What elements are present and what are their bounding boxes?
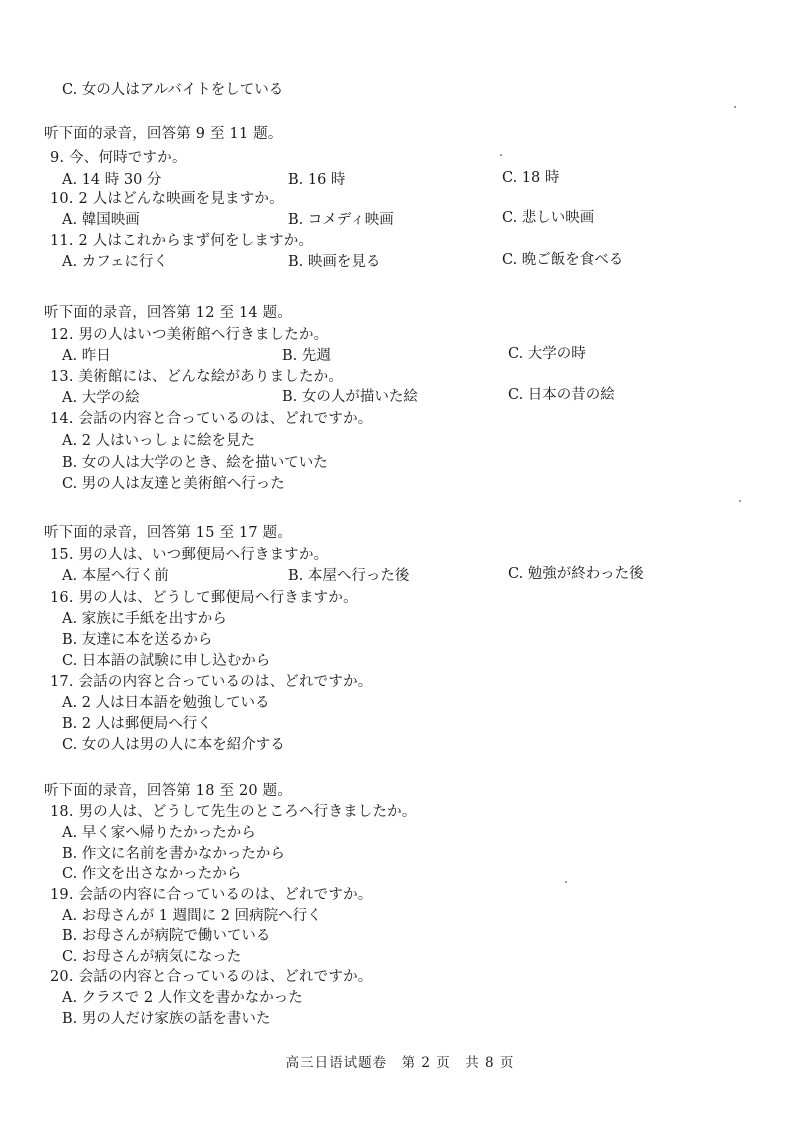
question-17: 17. 会話の内容と合っているのは、どれですか。: [50, 674, 373, 690]
question-18-option-c: C. 作文を出さなかったから: [62, 866, 242, 882]
question-11-option-b: B. 映画を見る: [288, 254, 381, 270]
question-19-option-a: A. お母さんが 1 週間に 2 回病院へ行く: [62, 908, 322, 924]
question-18-option-b: B. 作文に名前を書かなかったから: [62, 846, 285, 862]
question-19-option-c: C. お母さんが病気になった: [62, 949, 242, 965]
question-14-option-c: C. 男の人は友達と美術館へ行った: [62, 476, 285, 492]
question-15-option-b: B. 本屋へ行った後: [288, 568, 410, 584]
section-1-instruction: 听下面的录音，回答第 9 至 11 题。: [44, 126, 283, 142]
question-16-option-b: B. 友達に本を送るから: [62, 632, 213, 648]
scan-speck: [734, 106, 736, 108]
question-10-option-a: A. 韓国映画: [62, 212, 140, 228]
question-17-option-b: B. 2 人は郵便局へ行く: [62, 716, 212, 732]
question-9-option-b: B. 16 時: [288, 172, 346, 188]
question-13-option-a: A. 大学の絵: [62, 390, 140, 406]
question-12-option-c: C. 大学の時: [508, 346, 586, 362]
question-13-option-b: B. 女の人が描いた絵: [282, 389, 418, 405]
question-13-option-c: C. 日本の昔の絵: [508, 387, 615, 403]
question-17-option-a: A. 2 人は日本語を勉強している: [62, 695, 270, 711]
question-15: 15. 男の人は、いつ郵便局へ行きますか。: [50, 547, 329, 563]
scan-speck: [739, 500, 741, 502]
question-17-option-c: C. 女の人は男の人に本を紹介する: [62, 737, 285, 753]
question-11-option-c: C. 晩ご飯を食べる: [502, 252, 624, 268]
question-18: 18. 男の人は、どうして先生のところへ行きましたか。: [50, 804, 417, 820]
question-18-option-a: A. 早く家へ帰りたかったから: [62, 825, 256, 841]
question-14: 14. 会話の内容と合っているのは、どれですか。: [50, 411, 373, 427]
question-13: 13. 美術館には、どんな絵がありましたか。: [50, 369, 344, 385]
question-10-option-c: C. 悲しい映画: [502, 210, 595, 226]
question-11-option-a: A. カフェに行く: [62, 254, 168, 270]
question-20-option-a: A. クラスで 2 人作文を書かなかった: [62, 990, 303, 1006]
question-8-option-c: C. 女の人はアルバイトをしている: [62, 82, 284, 98]
question-9: 9. 今、何時ですか。: [50, 150, 187, 166]
section-3-instruction: 听下面的录音，回答第 15 至 17 题。: [44, 525, 293, 541]
question-10: 10. 2 人はどんな映画を見ますか。: [50, 191, 284, 207]
question-19: 19. 会話の内容に合っているのは、どれですか。: [50, 887, 373, 903]
question-12-option-b: B. 先週: [282, 348, 331, 364]
question-20-option-b: B. 男の人だけ家族の話を書いた: [62, 1011, 271, 1027]
page-footer: 高三日语试题卷 第 2 页 共 8 页: [285, 1055, 515, 1071]
question-16: 16. 男の人は、どうして郵便局へ行きますか。: [50, 590, 358, 606]
question-15-option-c: C. 勉強が終わった後: [508, 566, 644, 582]
question-15-option-a: A. 本屋へ行く前: [62, 568, 169, 584]
scan-speck: [500, 154, 502, 156]
question-14-option-b: B. 女の人は大学のとき、絵を描いていた: [62, 455, 328, 471]
question-16-option-c: C. 日本語の試験に申し込むから: [62, 653, 271, 669]
question-16-option-a: A. 家族に手紙を出すから: [62, 611, 227, 627]
question-10-option-b: B. コメディ映画: [288, 212, 394, 228]
question-12-option-a: A. 昨日: [62, 348, 111, 364]
scan-speck: [565, 881, 567, 883]
question-20: 20. 会話の内容と合っているのは、どれですか。: [50, 969, 373, 985]
section-2-instruction: 听下面的录音，回答第 12 至 14 题。: [44, 305, 293, 321]
question-12: 12. 男の人はいつ美術館へ行きましたか。: [50, 327, 329, 343]
section-4-instruction: 听下面的录音，回答第 18 至 20 题。: [44, 783, 293, 799]
question-19-option-b: B. お母さんが病院で働いている: [62, 928, 271, 944]
question-9-option-c: C. 18 時: [502, 170, 560, 186]
question-9-option-a: A. 14 時 30 分: [62, 172, 162, 188]
question-14-option-a: A. 2 人はいっしょに絵を見た: [62, 433, 256, 449]
question-11: 11. 2 人はこれからまず何をしますか。: [50, 233, 314, 249]
